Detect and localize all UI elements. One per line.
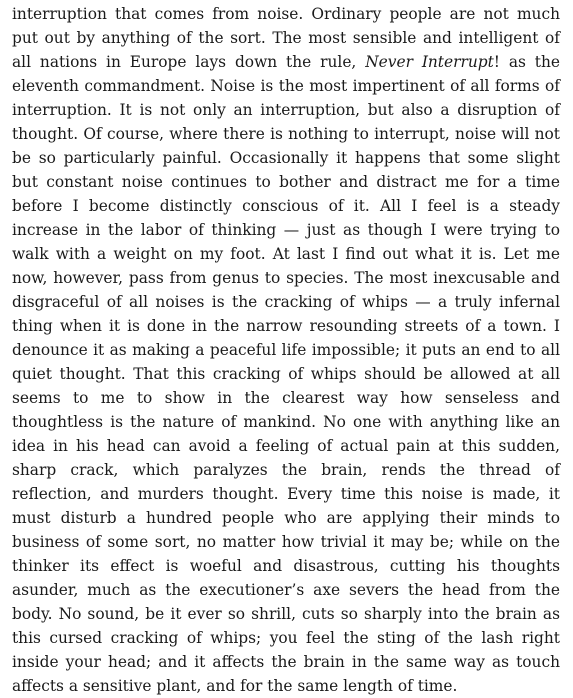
paragraph-text-part2: ! as the eleventh commandment. Noise is the most impertinent of all forms of interruption. It is not only an interruption, but also a disruption of thought. Of course, where there is nothing to interrupt, noise will not be so particularly painful. Occasionally it happens that some slight but constant noise continues to bother and distract me for a time before I become distinctly conscious of it. All I feel is a steady increase in the labor of thinking — just as though I were trying to walk with a weight on my foot. At last I find out what it is. Let me now, however, pass from genus to species. The most inexcusable and disgraceful of all noises is the cracking of whips — a truly infernal thing when it is done in the narrow resounding streets of a town. I denounce it as making a peaceful life impossible; it puts an end to all quiet thought. That this cracking of whips should be allowed at all seems to me to show in the clearest way how senseless and thoughtless is the nature of mankind. No one with anything like an idea in his head can avoid a feeling of actual pain at this sudden, sharp crack, which paralyzes the brain, rends the thread of reflection, and murders thought. Every time this noise is made, it must disturb a hundred people who are applying their minds to business of some sort, no matter how trivial it may be; while on the thinker its effect is woeful and disastrous, cutting his thoughts asunder, much as the executioner’s axe severs the head from the body. No sound, be it ever so shrill, cuts so sharply into the brain as this cursed cracking of whips; you feel the sting of the lash right inside your head; and it affects the brain in the same way as touch affects a sensitive plant, and for the same length of time.: [12, 53, 561, 695]
body-paragraph: [12, 2, 560, 698]
emphasized-phrase: Never Interrupt: [365, 53, 494, 71]
paragraph-text-part1: interruption that comes from noise. Ordinary people are not much put out by anything of the sort. The most sensible and intelligent of all nations in Europe lays down the rule,: [12, 5, 560, 71]
